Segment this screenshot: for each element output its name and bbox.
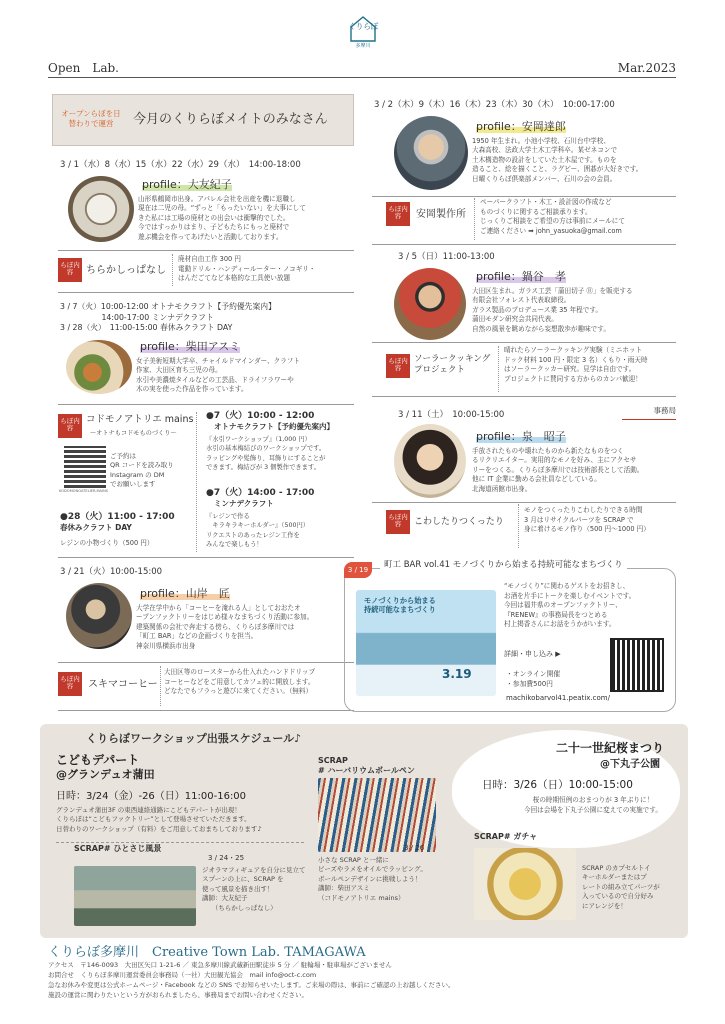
p3-shop: スキマコーヒー — [88, 679, 158, 690]
footer-title: くりらぼ多摩川 Creative Town Lab. TAMAGAWA — [48, 945, 366, 960]
p6-bio-line: 手放されたものや壊れたものから新たなものをつく — [472, 446, 624, 455]
divider — [58, 557, 354, 558]
hitosaji-body-line: ジオラマフィギュアを自分に見立て — [202, 866, 306, 874]
p2-bio-line: 水引や美濃焼タイルなどの工芸品、ドライフラワーや — [136, 375, 294, 384]
p5-bio-line: 大田区生まれ。ガラス工芸「蒲田切子 Ⓡ」を販売する — [472, 286, 633, 295]
flyer-date: 3.19 — [442, 667, 472, 681]
divider — [56, 842, 304, 843]
p4-badge: らぼ内容 — [386, 202, 410, 226]
p6-dates: 3 / 11（土） 10:00-15:00 — [398, 410, 505, 420]
p2-qr-text — [110, 452, 174, 490]
p6-desc-line: 3 月はリサイクルパーツを SCRAP で — [524, 515, 634, 524]
qr-text-line: でお願いします — [110, 480, 156, 489]
p6-bio-line: 他に IT 企業に勤める会社員などしている。 — [472, 475, 601, 484]
gacha-body — [582, 864, 660, 911]
machi-note-line: ・オンライン開催 — [506, 670, 561, 678]
p3-bio-line: 建築関係の会社で奔走する傍ら、くりらぼ多摩川では — [136, 622, 295, 631]
divider — [58, 710, 354, 711]
event-body-line: 『水引ワークショップ』（1,000 円） — [206, 436, 311, 444]
logo-sub: 多摩川 — [355, 42, 371, 49]
p4-dates: 3 / 2（木）9（木）16（木）23（木）30（木） 10:00-17:00 — [374, 100, 615, 110]
top-bar — [48, 54, 676, 78]
divider — [58, 250, 354, 251]
p4-bio-line: 大森高校、法政大学土木工学科卒。某ゼネコンで — [472, 146, 618, 155]
kodomo-place: @グランデュオ蒲田 — [56, 768, 155, 781]
machi-detail-link[interactable]: 詳細・申し込み ▶ — [504, 650, 561, 658]
machi-body-line: “モノづくり”に関わるゲストをお招きし、 — [504, 582, 630, 590]
hitosaji-body-line: 使って風景を描き出す！ — [202, 884, 274, 893]
footer-info — [48, 960, 678, 1000]
p2-name: profile：柴田アスミ — [140, 340, 241, 353]
gacha-body-line: レートの組み立てパーツが — [582, 882, 660, 891]
instagram-qr-code[interactable] — [64, 446, 106, 488]
p6-badge: らぼ内容 — [386, 510, 410, 534]
machi-date-tag: 3 / 19 — [344, 562, 372, 578]
p1-profile — [138, 178, 348, 243]
p5-bio-line: 有限会社フォレスト代表取締役。 — [472, 296, 571, 305]
sakura-title: 二十一世紀桜まつり — [556, 741, 665, 755]
divider — [58, 404, 354, 405]
p3-bio-line: ープンファクトリーをはじめ様々なまちづくり活動に参加。 — [136, 613, 314, 622]
machi-flyer-image — [356, 590, 496, 696]
machi-body-line: 『RENEW』の事務局長をつとめる — [504, 610, 608, 619]
p5-bio-line: 蒲田モダン研究会共同代表。 — [472, 315, 558, 324]
machi-body-line: お酒を片手にトークを楽しむイベントです。 — [504, 591, 636, 600]
p3-bio-line: 「町工 BAR」などの企画づくりを担当。 — [136, 632, 258, 641]
event-body-line: 『レジンで作る — [206, 513, 250, 521]
p6-desc-line: 身に着けるモノ作り（500 円〜1000 円） — [524, 525, 650, 534]
gacha-body-line: キーホルダーまたはプ — [582, 873, 647, 882]
p3-dates: 3 / 21（火）10:00-15:00 — [60, 567, 163, 577]
event-body: レジンの小物づくり（500 円） — [60, 539, 154, 548]
divider — [196, 412, 197, 552]
herb-body-line: 小さな SCRAP と一緒に — [318, 856, 389, 864]
p2-badge: らぼ内容 — [58, 414, 82, 438]
event-body-line: できます。梅結びが 3 個製作できます。 — [206, 463, 321, 471]
p6-desc-line: モノをつくったりこわしたりできる時間 — [524, 506, 643, 514]
divider — [498, 346, 499, 392]
p2-profile — [136, 340, 350, 395]
p1-dates: 3 / 1（水）8（水）15（水）22（水）29（水） 14:00-18:00 — [60, 160, 301, 170]
p5-desc — [504, 346, 648, 384]
p5-bio-line: ガラス製品のプロデュース業 35 年程です。 — [472, 305, 603, 314]
p1-desc-line: 廃材自由工作 300 円 — [178, 255, 241, 263]
event-body-line: ラッピングや髪飾り、耳飾りにすることが — [206, 454, 326, 462]
p5-dates: 3 / 5（日）11:00-13:00 — [398, 252, 495, 262]
issue-date: Mar.2023 — [617, 61, 676, 75]
p2-dates — [60, 302, 276, 334]
gacha-body-line: SCRAP のカプセルトイ — [582, 864, 651, 872]
flyer-title-line: モノづくりから始まる — [364, 596, 436, 605]
hitosaji-photo — [74, 866, 196, 926]
sakura-body — [524, 796, 662, 815]
divider — [372, 342, 676, 343]
sakura-date: 日時：3/26（日）10:00-15:00 — [482, 779, 633, 791]
p4-bio-line: 1950 年生まれ。小池小学校、石川台中学校、 — [472, 136, 610, 145]
event-title: ●7（火）10:00 - 12:00 — [206, 411, 315, 421]
p6-name: profile：泉 昭子 — [476, 430, 566, 443]
p5-badge: らぼ内容 — [386, 354, 410, 378]
machi-note-line: ・参加費500円 — [506, 679, 553, 688]
machi-notes — [506, 670, 560, 690]
hitosaji-body-line: （ちらかしっぱなし） — [202, 903, 277, 912]
event-body-line: みんなで楽しもう！ — [206, 540, 263, 548]
p5-desc-line: ドック材料 100 円・限定 3 名）くもり・雨天時 — [504, 355, 648, 364]
p2-date-line: 3 / 28（火） 11:00-15:00 春休みクラフト DAY — [60, 323, 233, 333]
p3-bio-line: 大学在学中から「コーヒーを淹れる人」としておおたオ — [136, 603, 301, 612]
machi-body-line: 今回は福井県のオープンファクトリー、 — [504, 601, 622, 610]
gacha-photo — [474, 848, 576, 920]
p4-desc-line[interactable]: ご連絡ください ➡ john_yasuoka@gmail.com — [480, 226, 622, 235]
kodomo-body-line: 日替わりのワークショップ（有料）をご用意しておまちしております♪ — [56, 824, 262, 833]
event-body-line: リクエストのあったレジン工作を — [206, 531, 300, 539]
p5-bio-line: 自然の風景を眺めながら妄想散歩が趣味です。 — [472, 325, 610, 334]
footer-line: 施設の運営に関わりたいという方がおられましたら、事務局までお問い合わせください。 — [48, 991, 308, 1000]
kodomo-body-line: くりらぼは“こどもファクトリー”として登場させていただきます。 — [56, 815, 251, 824]
logo-text: くりらぼ — [348, 22, 378, 31]
p2-bio-line: 木の実を使った作品を作っています。 — [136, 385, 248, 394]
hitosaji-date: 3 / 24・25 — [208, 854, 245, 862]
sakura-body-line: 今回は会場を下丸子公園に変えての実施です。 — [524, 805, 662, 814]
herb-title-line: SCRAP — [318, 756, 348, 765]
workshop-title: くりらぼワークショップ出張スケジュール♪ — [86, 732, 302, 745]
p1-bio-line: 山形県鶴岡市出身。アパレル会社を出産を機に退職し — [138, 194, 296, 203]
qr-text-line: ご予約は — [110, 452, 136, 460]
p4-desc-line: ものづくりに関するご相談承ります。 — [480, 207, 592, 216]
machi-qr-code[interactable] — [612, 640, 662, 690]
event-body-line: 水引の基本梅結びのワークショップです。 — [206, 445, 326, 453]
p2-date-line: 3 / 7（火）10:00-12:00 オトナモクラフト【予約優先案内】 — [60, 302, 276, 311]
event-body-line: キラキラキーホルダー』（500円） — [206, 522, 310, 530]
p1-bio-line: 現在は二児の母。“ずっと「もったいない」を大事にして — [138, 204, 306, 213]
kodomo-body-line: グランデュオ蒲田3F の東西連絡通路にこどもデパートが出現！ — [56, 806, 241, 814]
p2-event1 — [206, 410, 354, 472]
event-sub: 春休みクラフト DAY — [60, 523, 132, 533]
p3-desc-line: 大田区等のロースターから仕入れたハンドドリップ — [164, 668, 316, 676]
kodomo-body — [56, 806, 262, 834]
p3-bio-line: 神奈川県横浜市出身 — [136, 642, 196, 651]
herb-body-line: ボールペンデザインに挑戦しよう！ — [318, 874, 422, 883]
divider — [160, 666, 161, 706]
p2-bio-line: 作家、大田区育ち三児の母。 — [136, 366, 222, 375]
qr-caption: KODOMONOATELIER.MAINS — [59, 489, 109, 493]
p4-profile — [472, 120, 676, 185]
footer-line: 急なお休みや変更は公式ホームページ・Facebook などの SNS でお知らせいたします。ご来場の際は、事前にご確認の上お越しください。 — [48, 981, 455, 990]
herb-body-line: 講師：柴田アスミ — [318, 884, 370, 893]
footer-line[interactable]: お問合せ くりらぼ多摩川運営委員会事務局（一社）大田観光協会 mail info@oct-c.com — [48, 971, 317, 980]
p2-bio-line: 女子美術短期大学卒、チャイルドマインダー、クラフト — [136, 356, 300, 365]
gacha-title: SCRAP# ガチャ — [474, 832, 538, 841]
herb-title — [318, 756, 415, 776]
p2-shop: コドモノアトリエ mains — [86, 414, 194, 425]
intro-tag: オープンらぼを日替わりで運営 — [61, 109, 121, 128]
p6-shop: こわしたりつくったり — [414, 517, 504, 527]
event-sub: オトナモクラフト【予約優先案内】 — [214, 422, 334, 432]
p4-name: profile：安岡達郎 — [476, 120, 566, 133]
intro-title: 今月のくりらぼメイトのみなさん — [133, 112, 328, 127]
p1-desc-line: 電動ドリル・ハンディールーター・ノコギリ・ — [178, 264, 316, 273]
p4-shop: 安岡製作所 — [416, 209, 466, 220]
sakura-place: @下丸子公園 — [600, 759, 660, 770]
divider — [372, 502, 676, 503]
p1-bio-line: 遊ぶ機会を作ってあげたいと活動しております。 — [138, 233, 283, 242]
p3-photo — [66, 583, 132, 649]
p3-profile — [136, 587, 354, 652]
p2-date-line: 14:00-17:00 ミンナデクラフト — [60, 312, 214, 322]
p3-badge: らぼ内容 — [58, 672, 82, 696]
herb-body-line: （コドモノアトリエ mains） — [318, 893, 405, 902]
hitosaji-title: SCRAP# ひとさじ風景 — [70, 844, 165, 855]
herb-title-line: # ハーバリウムボールペン — [318, 766, 415, 775]
p6-bio-line: 北海道函館市出身。 — [472, 485, 532, 494]
p5-profile — [472, 270, 676, 335]
p6-office-tag: 事務局 — [622, 406, 676, 420]
p4-desc — [480, 198, 625, 236]
open-lab-label: Open Lab. — [48, 61, 119, 75]
divider — [172, 254, 173, 286]
machi-url[interactable]: machikobarvol41.peatix.com/ — [506, 694, 610, 702]
logo — [345, 14, 381, 50]
herb-photo — [318, 778, 436, 852]
qr-text-line: QR コードを読み取り — [110, 461, 174, 470]
herb-body-line: ビーズやラメをオイルでラッピング。 — [318, 865, 427, 874]
p5-shop: ソーラークッキング プロジェクト — [414, 354, 491, 376]
qr-text-line: Instagram の DM — [110, 470, 165, 479]
divider — [58, 292, 354, 293]
p4-bio-line: 日曜くりらぼ倶楽部メンバー、石川の会の会員。 — [472, 175, 617, 184]
hitosaji-body-line: スプーンの上に、SCRAP を — [202, 875, 284, 884]
divider — [474, 198, 475, 240]
p1-bio-line: きた私には工場の廃材との出会いは衝撃的でした。 — [138, 213, 290, 222]
herb-body — [318, 856, 427, 903]
p6-photo — [394, 424, 466, 498]
p3-name: profile：山岸 匠 — [140, 587, 230, 600]
p1-desc-line: はんだごてなど本格的な工具使い放題 — [178, 274, 291, 283]
kodomo-title: こどもデパート — [56, 753, 140, 767]
p4-bio-line: 造ること、絵を描くこと、ラグビー、囲碁が大好きです。 — [472, 165, 643, 174]
p2-event2 — [206, 487, 354, 549]
p5-desc-line: 晴れたらソーラークッキング実験（ミニホット — [504, 346, 643, 354]
hitosaji-body-line: 講師：大友紀子 — [202, 894, 248, 903]
p6-profile — [472, 430, 676, 495]
machi-body-line: 村上掲香さんにお話をうかがいます。 — [504, 620, 616, 629]
p5-name: profile：鍋谷 孝 — [476, 270, 566, 283]
p6-bio-line: リーをつくる。くりらぼ多摩川では技術部長として活動。 — [472, 465, 644, 474]
event-title: ●7（火）14:00 - 17:00 — [206, 488, 315, 498]
p1-badge: らぼ内容 — [58, 258, 82, 282]
p4-desc-line: じっくりご相談をご希望の方は事前にメールにて — [480, 217, 625, 226]
sakura-body-line: 桜の時期恒例のおまつりが 3 年ぶりに！ — [532, 796, 654, 804]
divider — [58, 662, 354, 663]
machi-title: 町工 BAR vol.41 モノづくりから始まる持続可能なまちづくり — [380, 560, 627, 571]
flyer-title-line: 持続可能なまちづくり — [364, 605, 436, 615]
event-title: ●28（火）11:00 - 17:00 — [60, 512, 175, 522]
p2-shop-sub: 〜オトナもコドモものづくり〜 — [90, 430, 177, 437]
divider — [518, 504, 519, 548]
p4-photo — [394, 116, 468, 190]
herb-date: 3 / 26 — [404, 844, 425, 852]
gacha-body-line: にアレンジを！ — [582, 901, 627, 910]
divider — [372, 196, 676, 197]
hitosaji-body — [202, 866, 305, 913]
kodomo-date: 日時：3/24（金）-26（日）11:00-16:00 — [56, 791, 247, 802]
p1-photo — [68, 176, 134, 242]
footer-line: アクセス 〒146-0093 大田区矢口 1-21-6 ／ 東急多摩川線武蔵新田駅徒歩 5 分 ／ 駐輪場・駐車場がございません — [48, 961, 392, 969]
gacha-body-line: 入っているので自分好み — [582, 892, 654, 901]
p3-desc — [164, 668, 315, 697]
event-sub: ミンナデクラフト — [214, 499, 274, 509]
divider — [372, 396, 676, 397]
p1-name: profile：大友紀子 — [142, 178, 232, 191]
divider — [372, 244, 676, 245]
p1-bio-line: 今ではすっかりはまり、子どもたちにもっと廃材で — [138, 223, 290, 232]
p5-desc-line: はソーラークッカー研究。見学は自由です。 — [504, 365, 636, 374]
p6-desc — [524, 506, 650, 535]
machi-body — [504, 582, 635, 630]
p1-shop: ちらかしっぱなし — [86, 265, 166, 276]
p3-desc-line: コーヒーなどをご用意してカフェ的に開放します。 — [164, 677, 315, 686]
p4-desc-line: ペーパークラフト・木工・設計図の作成など — [480, 198, 612, 206]
p5-desc-line: プロジェクトに賛同する方からのカンパ歓迎！ — [504, 374, 642, 383]
p6-bio-line: るリクリエイター。実用的なモノを好み、主にアクセサ — [472, 456, 637, 465]
p2-photo — [66, 340, 132, 394]
p3-desc-line: どなたでもフラっと遊びに来てください。（無料） — [164, 687, 313, 696]
intro-box — [52, 94, 354, 146]
p5-photo — [394, 268, 466, 340]
p4-bio-line: 土木構造物の設計をしていた土木屋です。ものを — [472, 155, 617, 164]
p1-desc — [178, 255, 315, 284]
p2-event3 — [60, 511, 175, 549]
